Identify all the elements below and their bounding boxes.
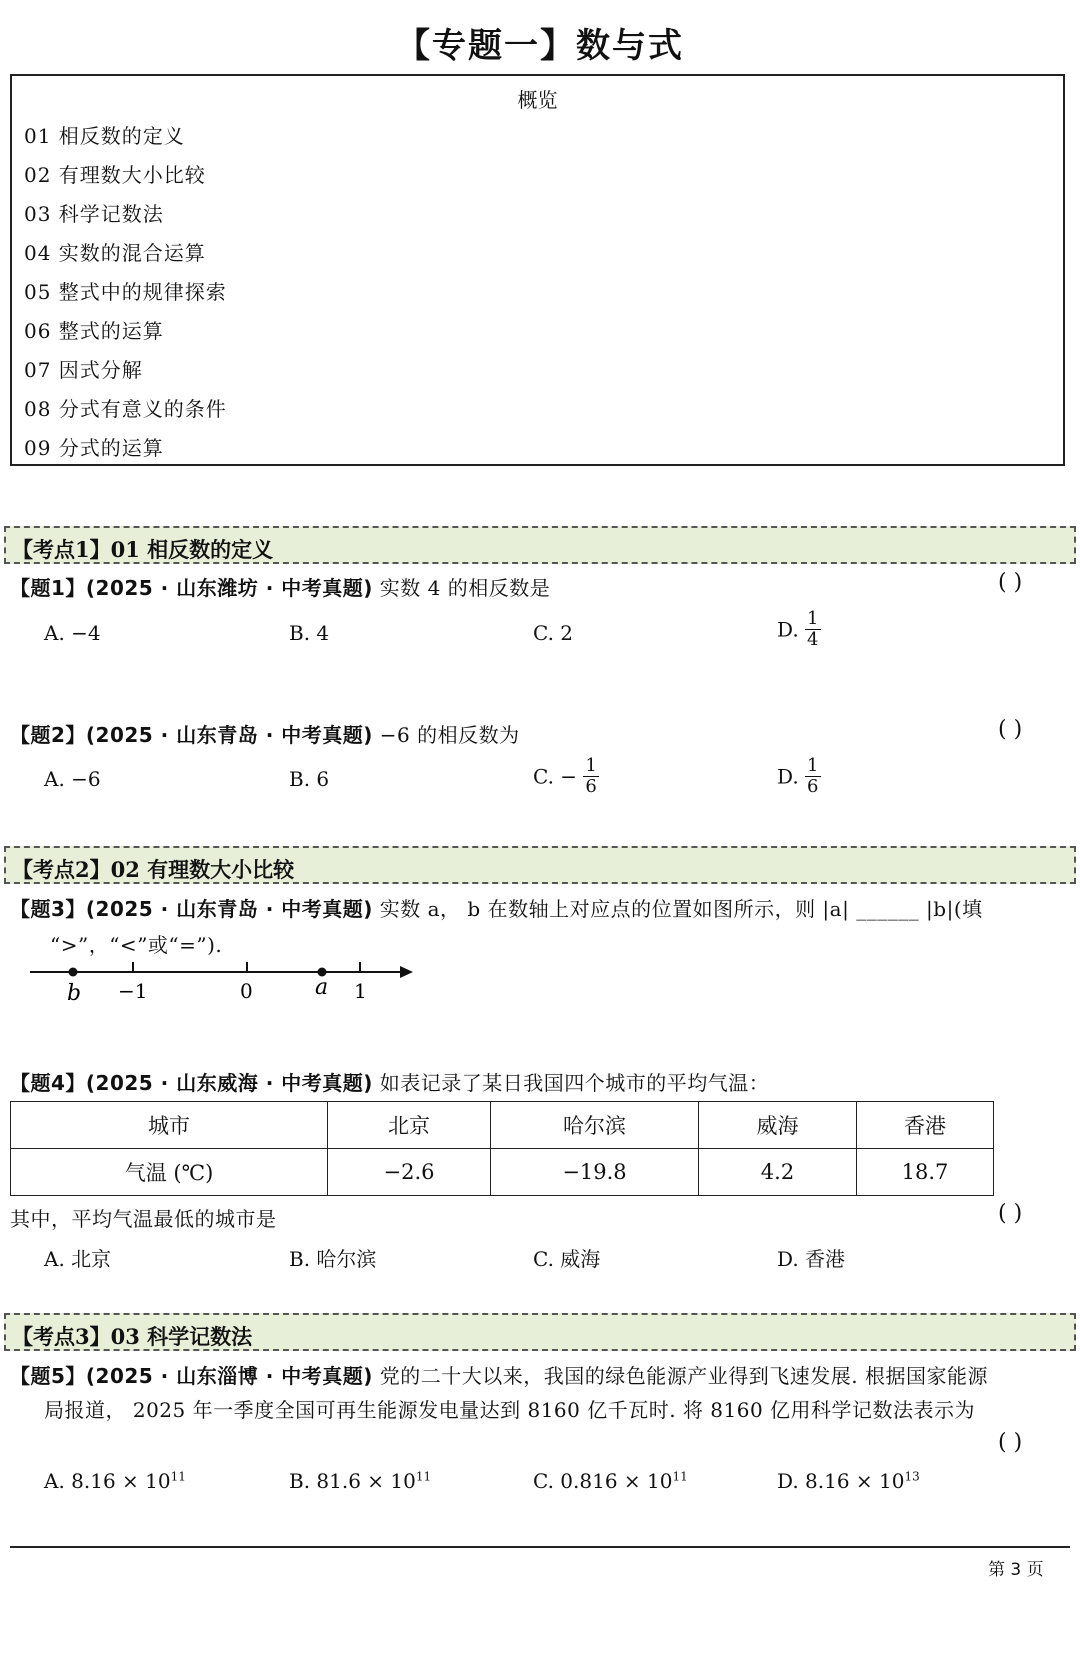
q5-option-c: C. $0.816 \times 10^{11}$ <box>533 1469 688 1493</box>
section-header-1: 【考点1】01 相反数的定义 <box>4 526 1076 564</box>
table-cell: 18.7 <box>857 1149 994 1196</box>
table-cell: 气温 (℃) <box>11 1149 328 1196</box>
question-2-text: −6 的相反数为 <box>379 723 520 747</box>
q4-option-a: A. 北京 <box>44 1247 112 1271</box>
question-2-tag: 【题2】(2025 · 山东青岛 · 中考真题) <box>10 723 373 747</box>
table-cell: −2.6 <box>328 1149 491 1196</box>
overview-item: 01 相反数的定义 <box>24 124 185 148</box>
label-one: 1 <box>354 979 367 1003</box>
fraction: $\frac{1}{6}$ <box>585 755 597 797</box>
point-b <box>69 968 78 977</box>
question-5-text: 党的二十大以来，我国的绿色能源产业得到飞速发展. 根据国家能源 <box>379 1364 988 1388</box>
q5-option-a: A. $8.16 \times 10^{11}$ <box>44 1469 186 1493</box>
table-cell: 香港 <box>857 1102 994 1149</box>
label-m1: −1 <box>118 979 148 1003</box>
question-4-question: 其中，平均气温最低的城市是 <box>10 1207 277 1231</box>
temperature-table <box>10 1101 994 1196</box>
table-cell: 4.2 <box>699 1149 857 1196</box>
section-header-2: 【考点2】02 有理数大小比较 <box>4 846 1076 884</box>
q1-option-b: B. 4 <box>289 621 330 645</box>
q4-option-d: D. 香港 <box>777 1247 846 1271</box>
overview-item: 06 整式的运算 <box>24 319 164 343</box>
question-3-tag: 【题3】(2025 · 山东青岛 · 中考真题) <box>10 897 373 921</box>
number-line <box>20 956 420 1006</box>
q2-option-a: A. −6 <box>44 767 101 791</box>
table-cell: 威海 <box>699 1102 857 1149</box>
answer-paren-2: ( ) <box>998 717 1023 742</box>
question-3-line2: “>”，“<”或“=”). <box>50 933 223 957</box>
question-4-text: 如表记录了某日我国四个城市的平均气温： <box>379 1071 770 1095</box>
q2-option-b: B. 6 <box>289 767 330 791</box>
answer-paren-5: ( ) <box>998 1430 1023 1455</box>
question-4-stem <box>10 1067 769 1096</box>
q4-option-c: C. 威海 <box>533 1247 601 1271</box>
page-title: 【专题一】数与式 <box>396 26 684 66</box>
table-cell: 哈尔滨 <box>491 1102 699 1149</box>
question-1-tag: 【题1】(2025 · 山东潍坊 · 中考真题) <box>10 576 373 600</box>
axis-arrow <box>400 966 413 978</box>
overview-heading: 概览 <box>517 88 558 112</box>
table-row <box>11 1149 994 1196</box>
q4-option-b: B. 哈尔滨 <box>289 1247 377 1271</box>
answer-paren-1: ( ) <box>998 570 1023 595</box>
section-header-3: 【考点3】03 科学记数法 <box>4 1313 1076 1351</box>
overview-item: 08 分式有意义的条件 <box>24 397 227 421</box>
question-5-tag: 【题5】(2025 · 山东淄博 · 中考真题) <box>10 1364 373 1388</box>
overview-item: 04 实数的混合运算 <box>24 241 206 265</box>
overview-item: 07 因式分解 <box>24 358 143 382</box>
question-3-stem <box>10 893 1070 922</box>
table-header-row <box>11 1102 994 1149</box>
question-3-text: 实数 a， b 在数轴上对应点的位置如图所示，则 |a| ______ |b|(填 <box>379 897 983 921</box>
footer-rule <box>10 1546 1070 1548</box>
overview-item: 05 整式中的规律探索 <box>24 280 227 304</box>
q1-option-a: A. −4 <box>44 621 101 645</box>
question-4-tag: 【题4】(2025 · 山东威海 · 中考真题) <box>10 1071 373 1095</box>
overview-item: 09 分式的运算 <box>24 436 164 460</box>
overview-item: 02 有理数大小比较 <box>24 163 206 187</box>
q5-option-d: D. $8.16 \times 10^{13}$ <box>777 1469 920 1493</box>
label-a: a <box>315 975 329 1000</box>
fraction: $\frac{1}{4}$ <box>807 608 819 650</box>
answer-paren-4: ( ) <box>998 1201 1023 1226</box>
q2-option-d: D. $\frac{1}{6}$ <box>777 755 819 797</box>
label-b: b <box>67 981 82 1006</box>
question-1-text: 实数 4 的相反数是 <box>379 576 551 600</box>
page-number: 第 3 页 <box>988 1560 1044 1580</box>
q5-option-b: B. $81.6 \times 10^{11}$ <box>289 1469 432 1493</box>
q1-option-d: D. $\frac{1}{4}$ <box>777 608 819 650</box>
question-1-stem <box>10 572 550 601</box>
q2-option-c: C. − $\frac{1}{6}$ <box>533 755 597 797</box>
question-2-stem <box>10 719 520 748</box>
question-5-line2: 局报道， 2025 年一季度全国可再生能源发电量达到 8160 亿千瓦时. 将 8160 亿用科学记数法表示为 <box>44 1398 976 1422</box>
overview-box <box>10 74 1065 466</box>
overview-item: 03 科学记数法 <box>24 202 164 226</box>
fraction: $\frac{1}{6}$ <box>807 755 819 797</box>
q1-option-c: C. 2 <box>533 621 574 645</box>
table-cell: −19.8 <box>491 1149 699 1196</box>
label-zero: 0 <box>240 979 253 1003</box>
table-cell: 北京 <box>328 1102 491 1149</box>
question-5-stem <box>10 1360 1075 1389</box>
table-cell: 城市 <box>11 1102 328 1149</box>
